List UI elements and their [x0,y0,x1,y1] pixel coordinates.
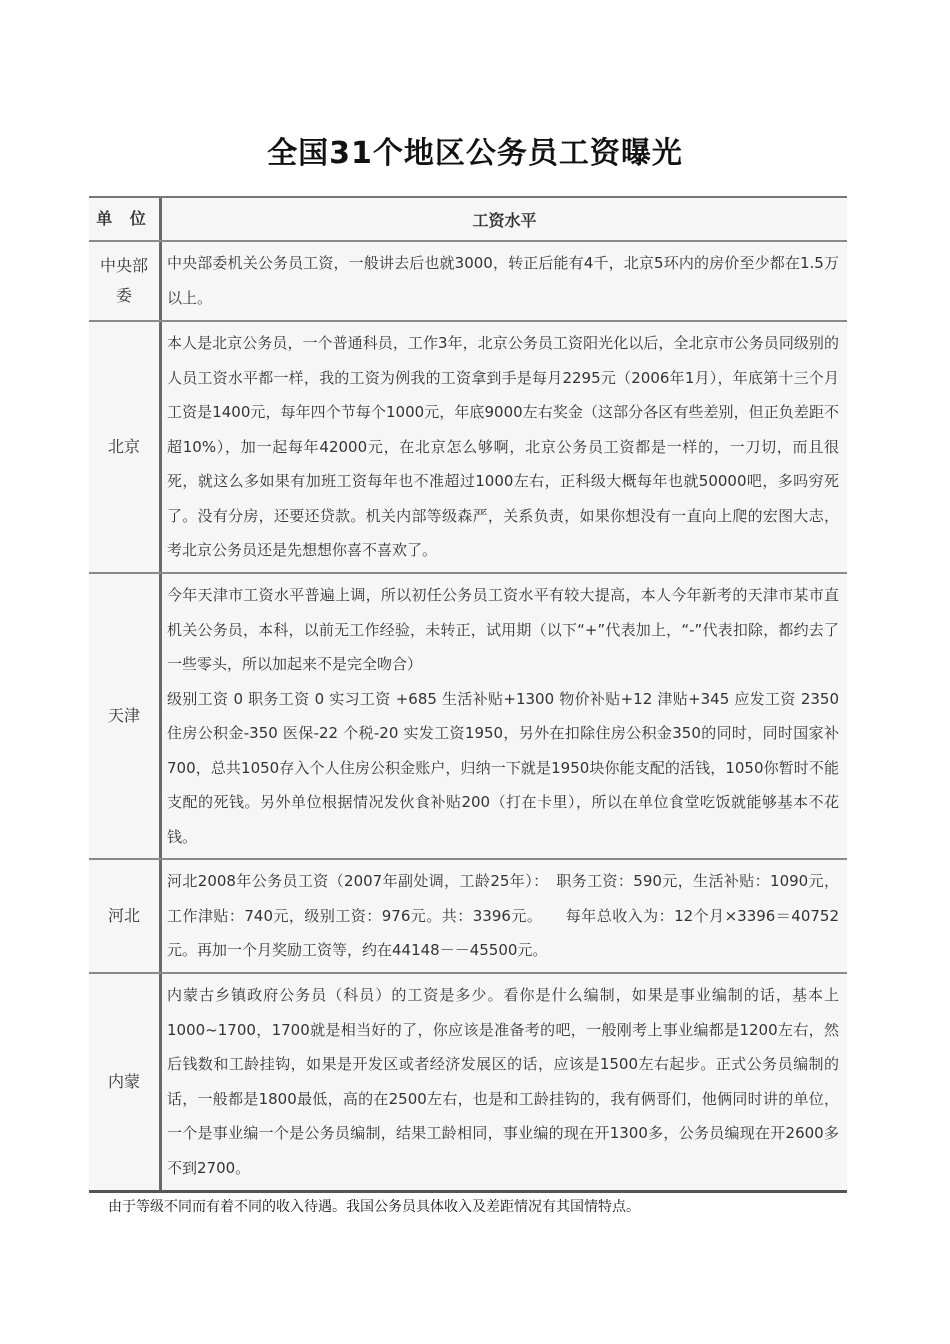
header-level: 工资水平 [472,210,537,230]
row-paragraph: 级别工资 0 职务工资 0 实习工资 +685 生活补贴+1300 物价补贴+12 津贴+345 应发工资 2350 住房公积金-350 医保-22 个税-20 实发工资1950，另外在扣除住房公积金350的同时，同时国家补700，总共1050存入个人住房公积金账户，归纳一下就是1950块你能支配的活钱，1050你暂时不能支配的死钱。另外单位根据情况发伙食补贴200（打在卡里），所以在单位食堂吃饭就能够基本不花钱。 [167,689,839,846]
row-content [167,322,839,572]
row-paragraph: 河北2008年公务员工资（2007年副处调，工龄25年）： 职务工资：590元，生活补贴：1090元，工作津贴：740元，级别工资：976元。共：3396元。 每年总收入为：12个月×3396＝40752元。再加一个月奖励工资等，约在44148－－45500元。 [167,872,839,959]
table-row [89,242,847,322]
header-unit: 单 位 [96,209,152,228]
row-paragraph: 中央部委机关公务员工资，一般讲去后也就3000，转正后能有4千，北京5环内的房价至少都在1.5万以上。 [167,254,839,307]
table-row [89,860,847,974]
row-content [167,860,839,972]
row-unit: 内蒙 [107,1072,140,1091]
row-content [167,242,839,320]
footnote: 由于等级不同而有着不同的收入待遇。我国公务员具体收入及差距情况有其国情特点。 [108,1199,640,1215]
row-content [167,974,839,1190]
row-paragraph: 今年天津市工资水平普遍上调，所以初任公务员工资水平有较大提高，本人今年新考的天津市某市直机关公务员，本科，以前无工作经验，未转正，试用期（以下“+”代表加上，“-”代表扣除，都约去了一些零头，所以加起来不是完全吻合） [167,586,839,673]
row-unit: 中央部委 [99,256,148,305]
row-content [167,574,839,858]
row-unit: 河北 [107,906,140,925]
table-row [89,322,847,574]
salary-table [89,196,847,1193]
table-row [89,974,847,1190]
table-header-row [89,198,847,242]
table-row [89,574,847,860]
page-title: 全国31个地区公务员工资曝光 [267,136,683,171]
row-unit: 天津 [107,706,140,725]
row-paragraph: 内蒙古乡镇政府公务员（科员）的工资是多少。看你是什么编制，如果是事业编制的话，基本上1000~1700，1700就是相当好的了，你应该是准备考的吧，一般刚考上事业编都是1200左右，然后钱数和工龄挂钩，如果是开发区或者经济发展区的话，应该是1500左右起步。正式公务员编制的话，一般都是1800最低，高的在2500左右，也是和工龄挂钩的，我有俩哥们，他俩同时讲的单位，一个是事业编一个是公务员编制，结果工龄相同，事业编的现在开1300多，公务员编现在开2600多不到2700。 [167,986,839,1177]
row-unit: 北京 [107,437,140,456]
row-paragraph: 本人是北京公务员，一个普通科员，工作3年，北京公务员工资阳光化以后，全北京市公务员同级别的人员工资水平都一样，我的工资为例我的工资拿到手是每月2295元（2006年1月），年底第十三个月工资是1400元，每年四个节每个1000元，年底9000左右奖金（这部分各区有些差别，但正负差距不超10%），加一起每年42000元，在北京怎么够啊，北京公务员工资都是一样的，一刀切，而且很死，就这么多如果有加班工资每年也不准超过1000左右，正科级大概每年也就50000吧，多吗穷死了。没有分房，还要还贷款。机关内部等级森严，关系负责，如果你想没有一直向上爬的宏图大志，考北京公务员还是先想想你喜不喜欢了。 [167,334,839,559]
